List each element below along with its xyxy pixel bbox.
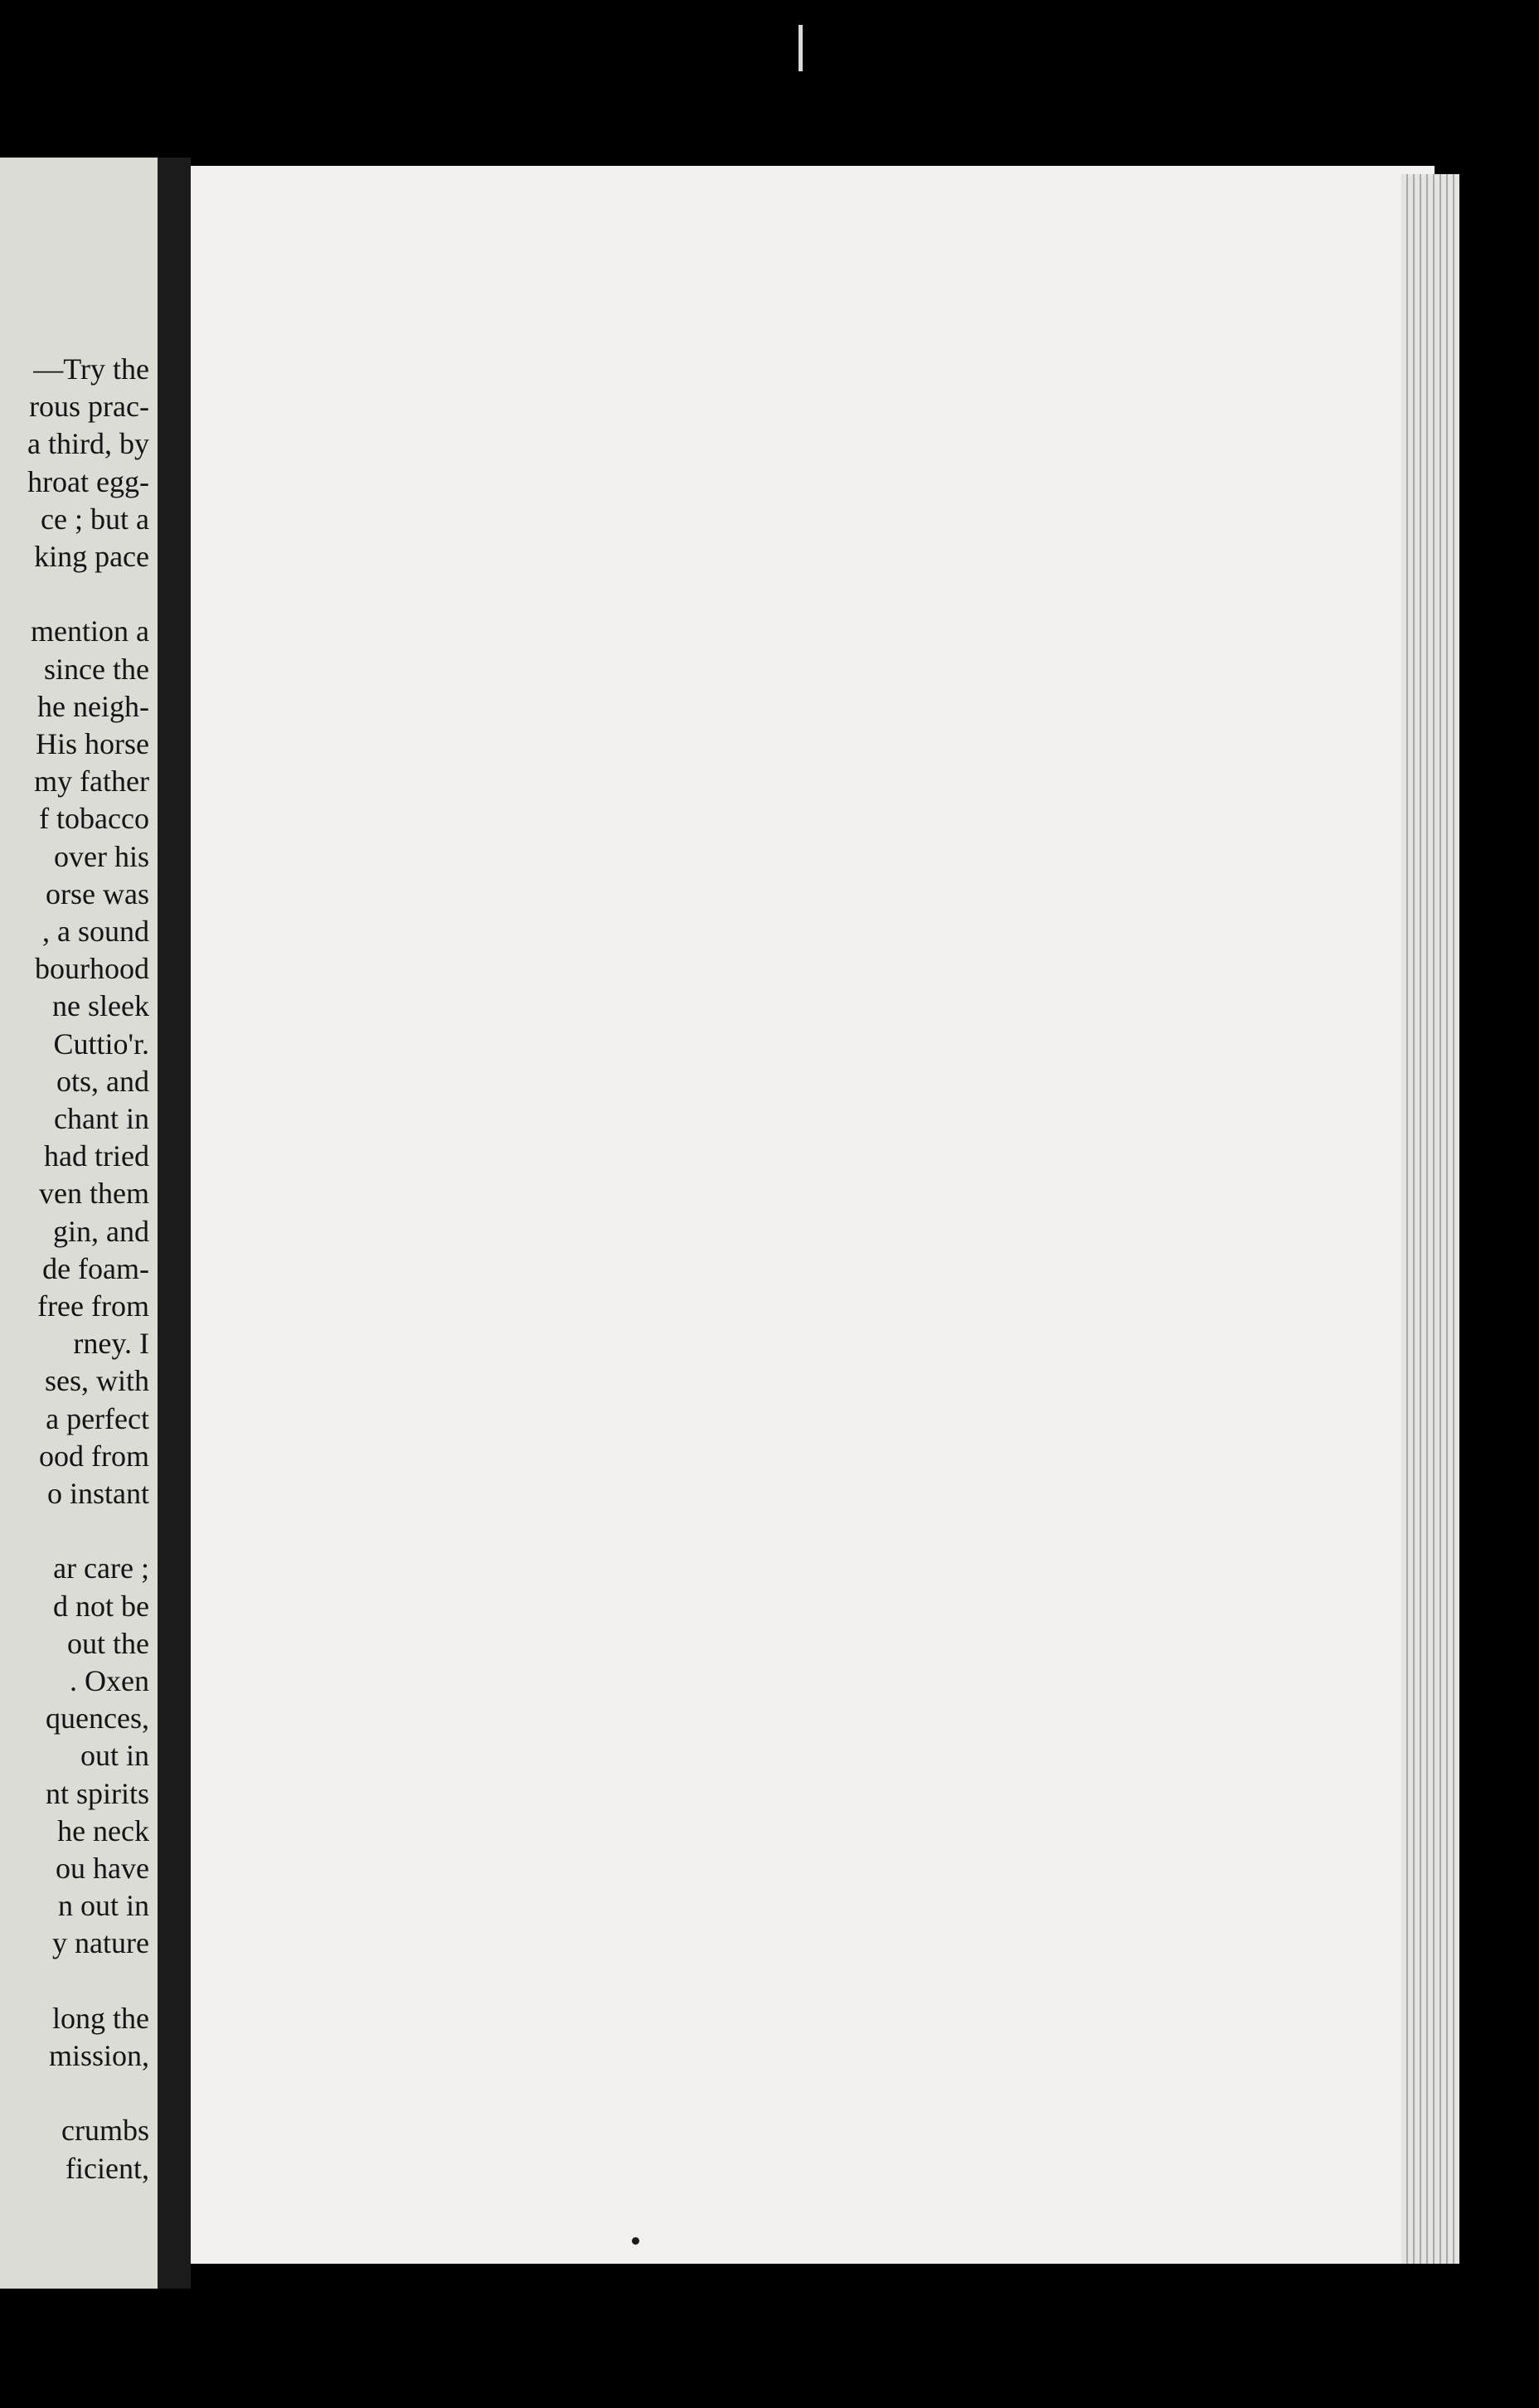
remedy-paragraph xyxy=(207,197,1306,224)
left-page-line: rous prac- xyxy=(29,390,149,424)
left-page-line: His horse xyxy=(36,727,149,760)
left-page-line: hroat egg- xyxy=(27,464,149,498)
remedy-paragraph xyxy=(207,197,1306,224)
left-page-line: ots, and xyxy=(56,1064,149,1098)
remedy-paragraph xyxy=(207,197,1306,224)
left-page-line: had tried xyxy=(44,1139,149,1173)
left-page-line: o instant xyxy=(47,1477,149,1510)
recipe-paragraph xyxy=(207,209,1306,235)
left-page-line: ou have xyxy=(56,1852,149,1885)
left-page-line: he neck xyxy=(57,1813,149,1847)
left-page-line: a perfect xyxy=(46,1401,149,1435)
left-page-line: mention a xyxy=(31,614,149,648)
remedy-paragraph xyxy=(207,197,1306,224)
left-page-line: a third, by xyxy=(27,427,149,461)
left-page-line: ven them xyxy=(39,1177,149,1211)
left-page-line: out the xyxy=(67,1626,149,1660)
left-page-line: d not be xyxy=(53,1589,149,1623)
left-page-line: gin, and xyxy=(53,1214,149,1248)
recipe-paragraph xyxy=(207,209,1306,235)
recipes-heading xyxy=(207,209,1306,235)
remedy-paragraph xyxy=(207,197,1306,224)
remedy-paragraph xyxy=(207,197,1306,224)
left-page-line: de foam- xyxy=(42,1251,149,1285)
left-page-line: quences, xyxy=(46,1702,149,1736)
left-page-line: chant in xyxy=(54,1102,149,1135)
left-page-line: ne sleek xyxy=(52,989,149,1023)
book-gutter xyxy=(158,158,191,2289)
page-number xyxy=(207,197,1306,224)
left-page-line: since the xyxy=(44,652,149,686)
page-edges xyxy=(1401,174,1459,2264)
left-page-line: ood from xyxy=(39,1439,149,1473)
ornament-dot xyxy=(632,2237,639,2245)
left-page-line: out in xyxy=(80,1739,149,1773)
left-page-line: mission, xyxy=(48,2039,149,2072)
remedy-paragraph xyxy=(207,197,1306,224)
left-page-line: , a sound xyxy=(42,915,149,948)
left-page-line: over his xyxy=(54,839,149,873)
left-page-line: king pace xyxy=(34,540,149,573)
left-page-line: Cuttio'r. xyxy=(53,1027,149,1061)
left-page-line: ficient, xyxy=(66,2151,149,2185)
left-page-line: ar care ; xyxy=(53,1551,149,1585)
left-page-line: my father xyxy=(34,765,149,799)
left-page-line: ses, with xyxy=(45,1364,149,1398)
recipes-section xyxy=(207,209,1306,235)
cows-heading xyxy=(207,197,1306,224)
page-top-mark xyxy=(799,25,803,71)
left-page-line: rney. I xyxy=(73,1327,149,1361)
calves-heading xyxy=(207,197,1306,224)
left-page-line: bourhood xyxy=(35,952,149,986)
calves-section xyxy=(207,197,1306,224)
left-page-line: —Try the xyxy=(33,352,149,386)
left-page-line: long the xyxy=(52,2001,149,2035)
remedy-paragraph xyxy=(207,197,1306,224)
left-page-line: nt spirits xyxy=(45,1776,149,1810)
left-page-line: he neigh- xyxy=(37,689,149,723)
cows-section xyxy=(207,197,1306,224)
left-page-line: free from xyxy=(37,1289,149,1323)
left-page-line: . Oxen xyxy=(70,1664,149,1697)
page-text xyxy=(207,197,1306,235)
left-page-line: y nature xyxy=(52,1926,149,1960)
left-page-fragment xyxy=(0,158,158,2289)
remedy-paragraph xyxy=(207,197,1306,224)
left-page-line: orse was xyxy=(46,876,149,910)
left-page-line: ce ; but a xyxy=(41,502,149,536)
left-page-line: n out in xyxy=(57,1889,149,1923)
right-page xyxy=(191,166,1435,2264)
left-page-line: crumbs xyxy=(61,2114,149,2148)
remedy-paragraph xyxy=(207,197,1306,224)
left-page-line: f tobacco xyxy=(39,802,149,836)
